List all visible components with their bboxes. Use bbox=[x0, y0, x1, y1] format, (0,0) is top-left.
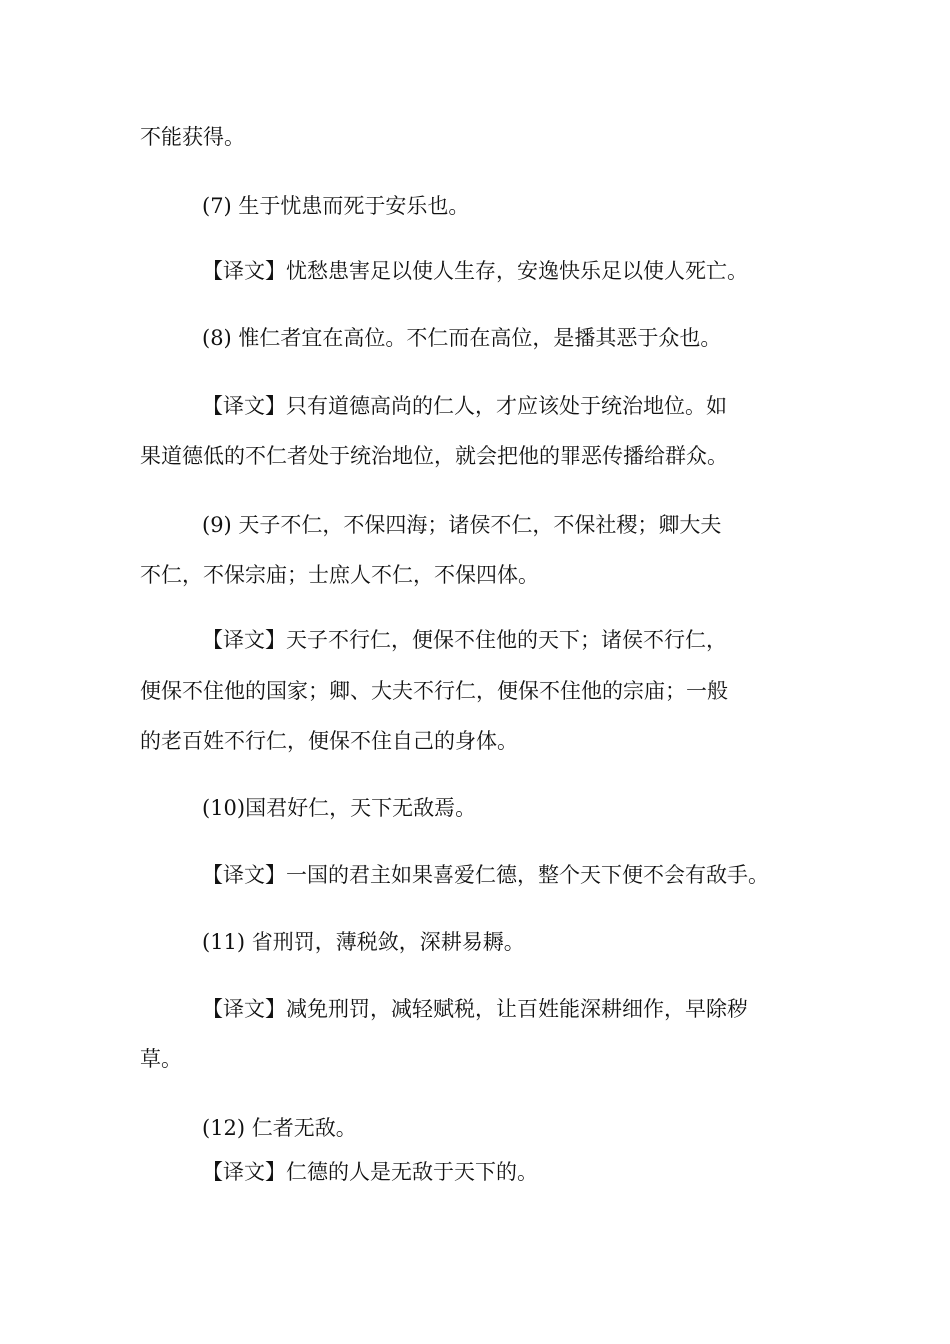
text-line: 果道德低的不仁者处于统治地位，就会把他的罪恶传播给群众。 bbox=[140, 444, 728, 468]
text-line: (7) 生于忧患而死于安乐也。 bbox=[202, 194, 470, 218]
text-line: (9) 天子不仁，不保四海；诸侯不仁，不保社稷；卿大夫 bbox=[202, 513, 722, 537]
text-line: (10)国君好仁，天下无敌焉。 bbox=[202, 796, 477, 820]
text-line: 【译文】仁德的人是无敌于天下的。 bbox=[202, 1160, 538, 1184]
text-line: 不能获得。 bbox=[140, 125, 245, 149]
text-line: 的老百姓不行仁，便保不住自己的身体。 bbox=[140, 729, 518, 753]
text-line: 【译文】减免刑罚，减轻赋税，让百姓能深耕细作，早除秽 bbox=[202, 997, 748, 1021]
text-line: (11) 省刑罚，薄税敛，深耕易耨。 bbox=[202, 930, 525, 954]
text-line: 【译文】只有道德高尚的仁人，才应该处于统治地位。如 bbox=[202, 394, 727, 418]
text-line: 便保不住他的国家；卿、大夫不行仁，便保不住他的宗庙；一般 bbox=[140, 679, 728, 703]
text-line: (12) 仁者无敌。 bbox=[202, 1116, 357, 1140]
text-line: (8) 惟仁者宜在高位。不仁而在高位，是播其恶于众也。 bbox=[202, 326, 722, 350]
text-line: 草。 bbox=[140, 1047, 182, 1071]
text-line: 【译文】忧愁患害足以使人生存，安逸快乐足以使人死亡。 bbox=[202, 259, 748, 283]
text-line: 【译文】一国的君主如果喜爱仁德，整个天下便不会有敌手。 bbox=[202, 863, 769, 887]
text-line: 【译文】天子不行仁，便保不住他的天下；诸侯不行仁， bbox=[202, 628, 727, 652]
text-line: 不仁，不保宗庙；士庶人不仁，不保四体。 bbox=[140, 563, 539, 587]
